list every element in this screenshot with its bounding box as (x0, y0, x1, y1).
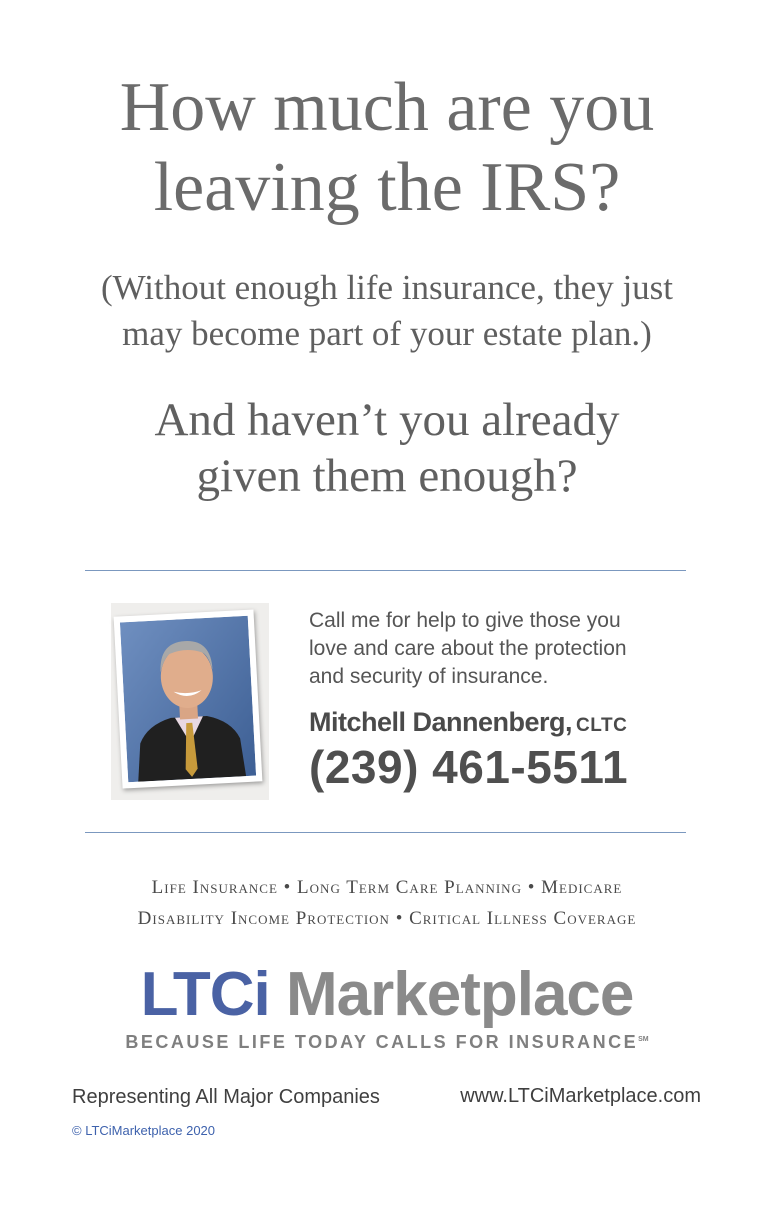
services-line-2: Disability Income Protection • Critical Illness Coverage (137, 908, 637, 929)
agent-phone[interactable]: (239) 461-5511 (309, 741, 629, 793)
headline (0, 68, 774, 228)
logo-marketplace: Marketplace (285, 960, 634, 1029)
representing-text: Representing All Major Companies (72, 1086, 380, 1108)
subheadline (0, 265, 774, 357)
question-text (0, 392, 774, 504)
cta-line-3: and security of insurance. (309, 665, 549, 688)
logo-ltci: LTCi (140, 960, 270, 1029)
services-list (0, 872, 774, 934)
cta-line-1: Call me for help to give those you (309, 609, 621, 632)
agent-name: Mitchell Dannenberg, (309, 707, 573, 737)
website-link[interactable]: www.LTCiMarketplace.com (460, 1085, 701, 1107)
logo-tagline (0, 1032, 774, 1053)
tagline-text: BECAUSE LIFE TODAY CALLS FOR INSURANCE (125, 1032, 639, 1052)
brand-logo (0, 960, 774, 1053)
agent-call-to-action (309, 607, 689, 691)
agent-credential: CLTC (576, 715, 628, 736)
question-line-1: And haven’t you already (154, 394, 620, 446)
copyright-text: © LTCiMarketplace 2020 (72, 1123, 216, 1138)
agent-contact-block (309, 607, 689, 794)
agent-name-row (309, 707, 689, 738)
divider-top (85, 570, 686, 571)
divider-bottom (85, 832, 686, 833)
headline-line-1: How much are you (119, 69, 655, 146)
agent-portrait-image (120, 616, 256, 782)
question-line-2: given them enough? (196, 450, 578, 502)
cta-line-2: love and care about the protection (309, 637, 627, 660)
service-mark: SM (638, 1036, 649, 1043)
logo-wordmark (0, 960, 774, 1030)
subheadline-line-1: (Without enough life insurance, they just (100, 268, 674, 307)
services-line-1: Life Insurance • Long Term Care Planning • Medicare (151, 877, 623, 898)
headline-line-2: leaving the IRS? (153, 149, 621, 226)
agent-photo (114, 609, 263, 788)
subheadline-line-2: may become part of your estate plan.) (122, 314, 652, 353)
